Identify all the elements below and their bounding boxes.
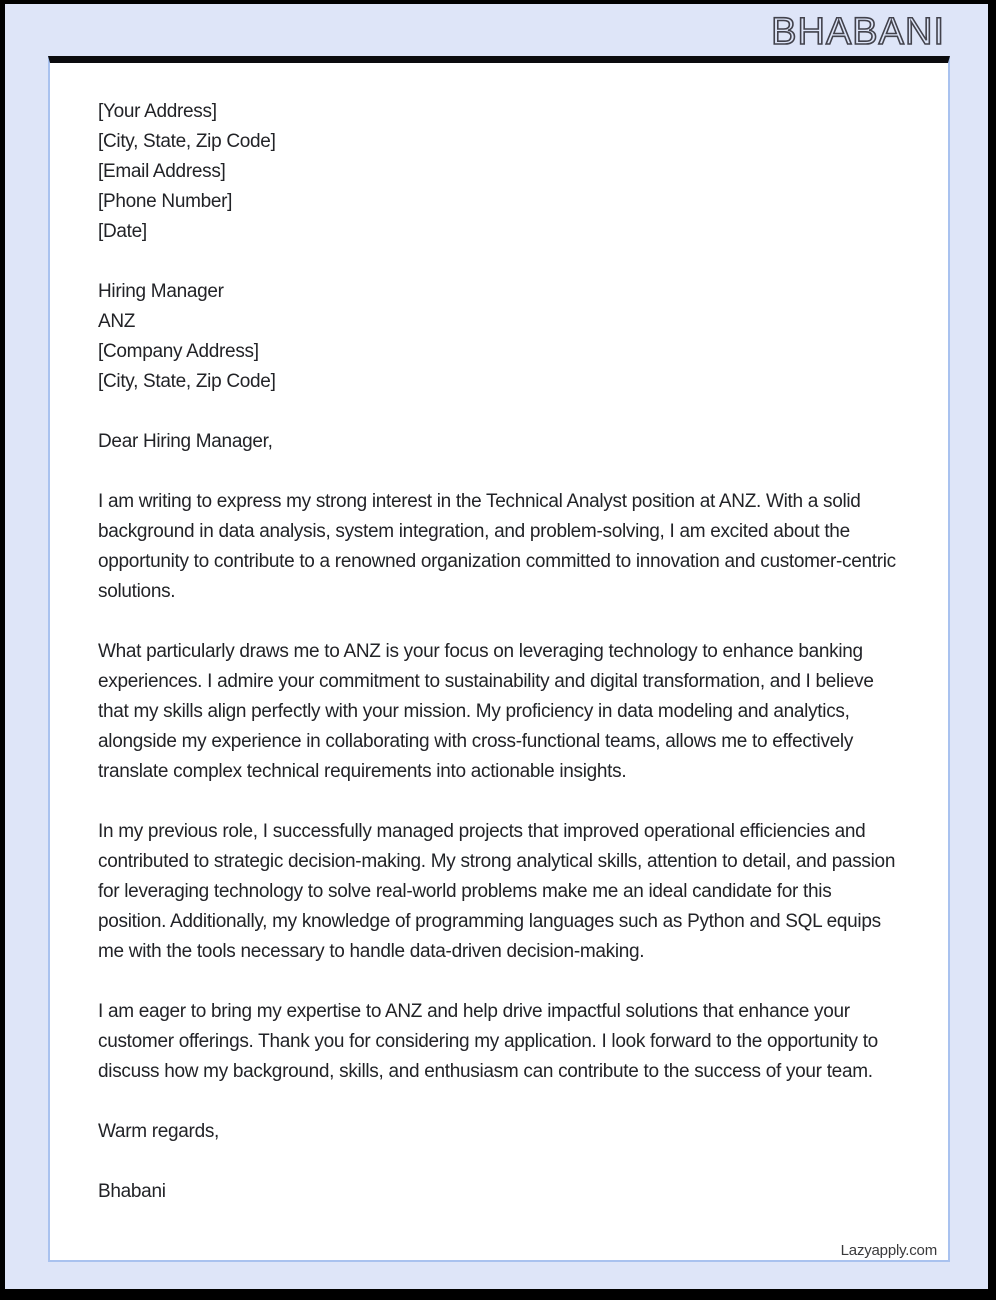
salutation: Dear Hiring Manager, [98,431,273,452]
recipient-block [98,277,903,397]
letter-document [48,56,950,1262]
sender-address-block [98,97,903,247]
letter-paragraph: What particularly draws me to ANZ is your focus on leveraging technology to enhance banking experiences. I admire your commitment to sustainability and digital transformation, and I believe that my skills align perfectly with your mission. My proficiency in data modeling and analytics, alongside my experience in collaborating with cross-functional teams, allows me to effectively translate complex technical requirements into actionable insights. [98,641,874,782]
recipient-line: [Company Address] [98,341,259,362]
recipient-line: Hiring Manager [98,281,224,302]
recipient-line: ANZ [98,311,136,332]
page-background [5,4,988,1289]
recipient-line: [City, State, Zip Code] [98,371,276,392]
signature: Bhabani [98,1181,166,1202]
letter-paragraph: I am writing to express my strong interest in the Technical Analyst position at ANZ. With a solid background in data analysis, system integration, and problem-solving, I am excited about the opportunity to contribute to a renowned organization committed to innovation and customer-centric solutions. [98,491,896,602]
sender-address-line: [Date] [98,221,147,242]
letter-content [50,63,948,1207]
sender-address-line: [Phone Number] [98,191,233,212]
sender-address-line: [Your Address] [98,101,217,122]
letter-paragraph: I am eager to bring my expertise to ANZ and help drive impactful solutions that enhance your customer offerings. Thank you for considering my application. I look forward to the opportunity to discuss how my background, skills, and enthusiasm can contribute to the success of your team. [98,1001,878,1082]
closing: Warm regards, [98,1121,220,1142]
watermark: Lazyapply.com [840,1242,937,1259]
letter-body [98,487,903,1087]
letter-paragraph: In my previous role, I successfully managed projects that improved operational efficiencies and contributed to strategic decision-making. My strong analytical skills, attention to detail, and passion for leveraging technology to solve real-world problems make me an ideal candidate for this position. Additionally, my knowledge of programming languages such as Python and SQL equips me with the tools necessary to handle data-driven decision-making. [98,821,896,962]
sender-address-line: [City, State, Zip Code] [98,131,276,152]
sender-address-line: [Email Address] [98,161,226,182]
brand-logo: BHABANI [771,11,945,53]
